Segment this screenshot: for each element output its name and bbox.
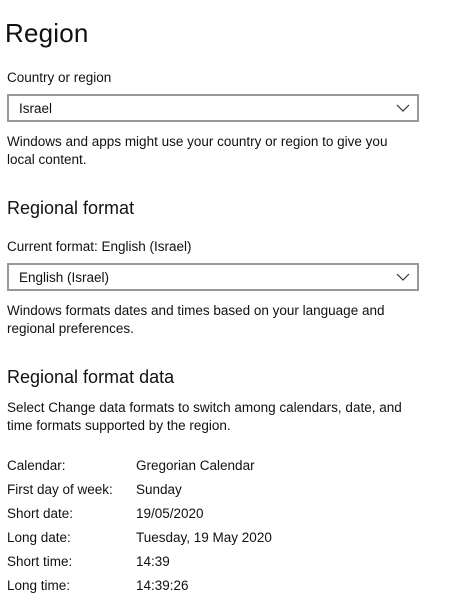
format-key: Short time: [7, 554, 73, 569]
country-dropdown-value: Israel [19, 101, 53, 116]
format-row-short-date [7, 506, 427, 526]
country-label: Country or region [7, 70, 112, 85]
current-format-label: Current format: English (Israel) [7, 239, 192, 254]
page-title: Region [5, 18, 89, 48]
regional-format-heading: Regional format [7, 198, 135, 218]
format-value: 19/05/2020 [136, 506, 204, 521]
chevron-down-icon [396, 271, 410, 283]
format-key: Calendar: [7, 458, 66, 473]
regional-format-data-description: Select Change data formats to switch among calendars, date, and time formats supported by the region. [7, 400, 402, 433]
format-value: Gregorian Calendar [136, 458, 255, 473]
chevron-down-icon [396, 102, 410, 114]
country-dropdown[interactable] [7, 94, 419, 122]
format-key: First day of week: [7, 482, 113, 497]
regional-format-dropdown-value: English (Israel) [19, 270, 110, 285]
format-row-short-time [7, 554, 427, 574]
format-value: Tuesday, 19 May 2020 [136, 530, 272, 545]
regional-format-data-heading: Regional format data [7, 367, 175, 387]
format-row-calendar [7, 458, 427, 478]
regional-format-dropdown[interactable] [7, 263, 419, 291]
regional-format-description: Windows formats dates and times based on your language and regional preferences. [7, 303, 385, 336]
country-description: Windows and apps might use your country or region to give you local content. [7, 134, 388, 167]
format-key: Short date: [7, 506, 74, 521]
format-row-first-day-of-week [7, 482, 427, 502]
format-key: Long time: [7, 578, 71, 593]
format-row-long-date [7, 530, 427, 550]
format-row-long-time [7, 578, 427, 598]
format-value: Sunday [136, 482, 182, 497]
format-value: 14:39 [136, 554, 170, 569]
format-key: Long date: [7, 530, 71, 545]
format-value: 14:39:26 [136, 578, 189, 593]
